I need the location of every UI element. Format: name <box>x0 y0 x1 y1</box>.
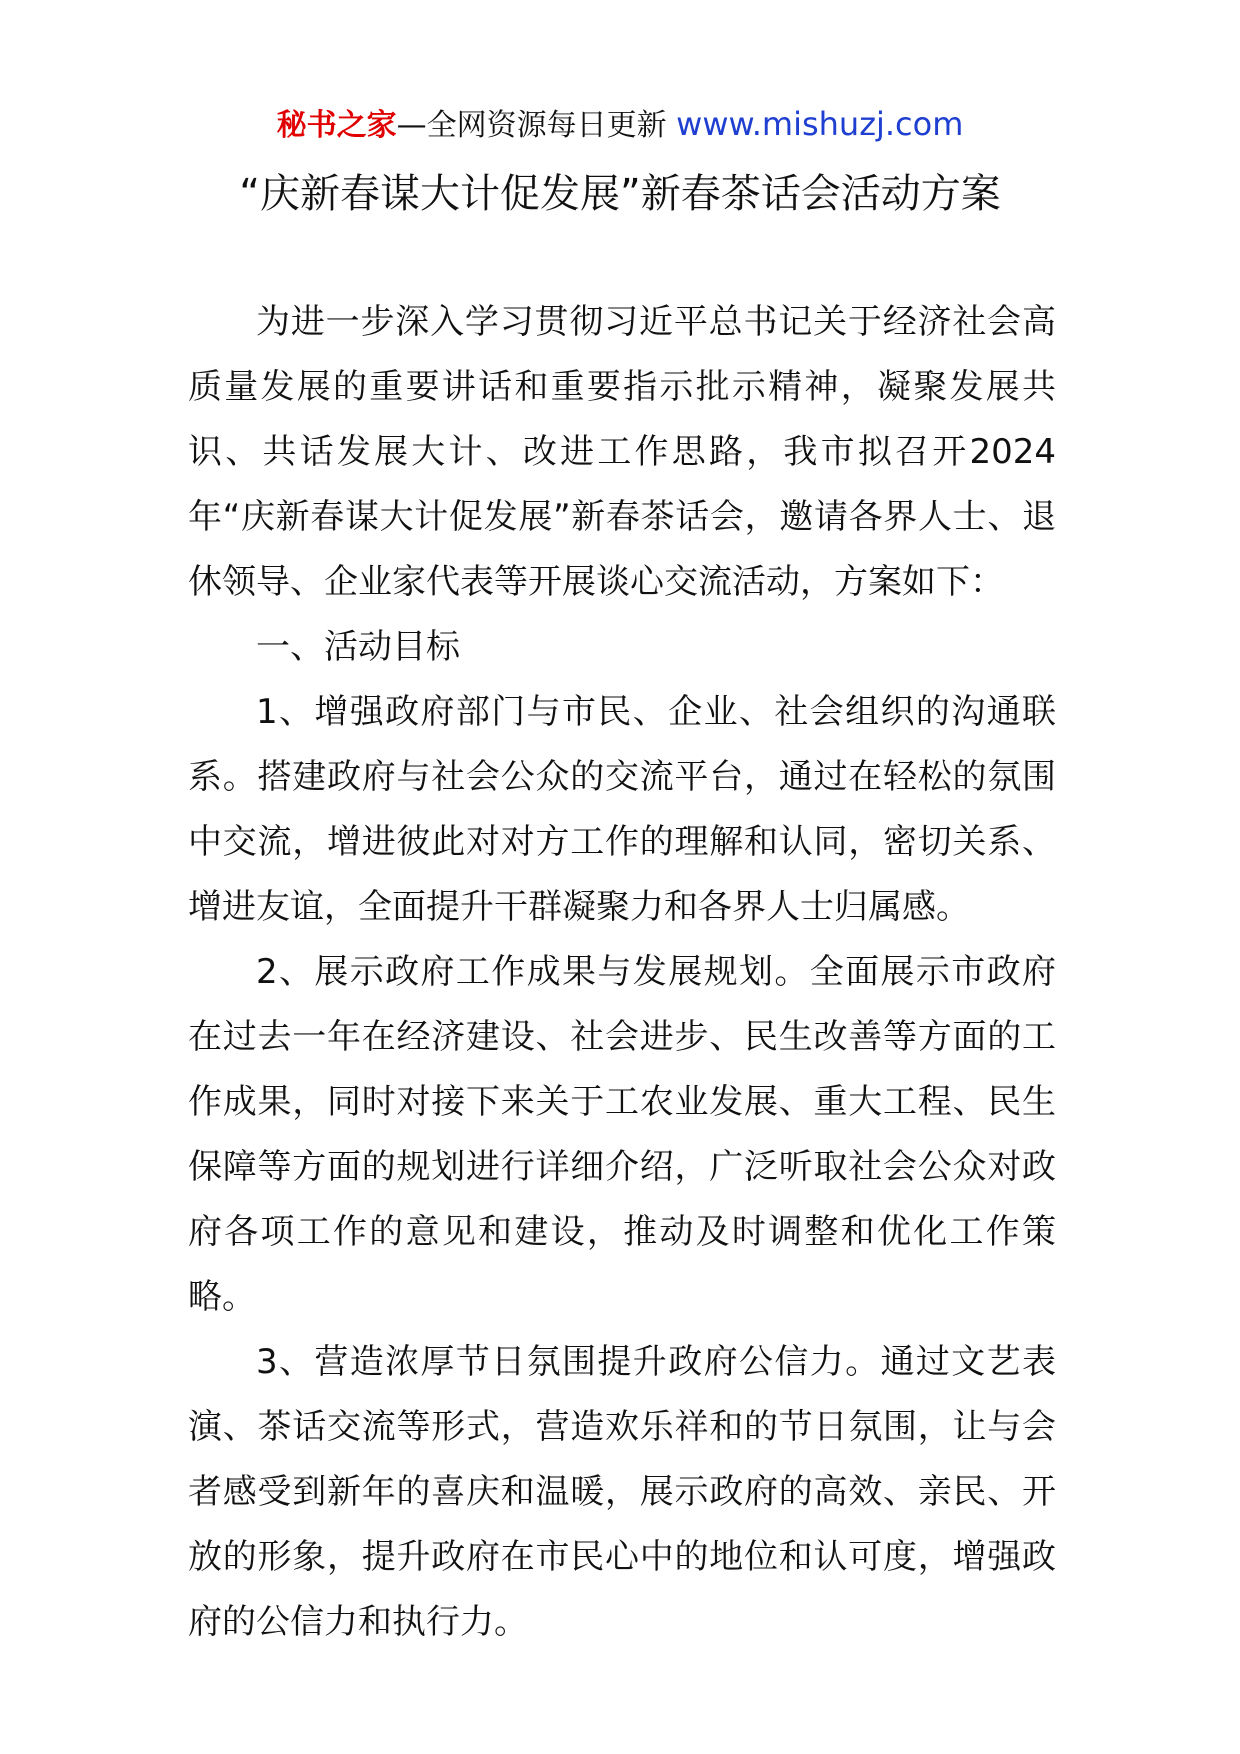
goal-paragraph-1: 1、增强政府部门与市民、企业、社会组织的沟通联系。搭建政府与社会公众的交流平台，通过在轻松的氛围中交流，增进彼此对对方工作的理解和认同，密切关系、增进友谊，全面提升干群凝聚力和各界人士归属感。 <box>188 692 1056 927</box>
header-slogan: —全网资源每日更新 <box>396 108 677 143</box>
document-title: “庆新春谋大计促发展”新春茶话会活动方案 <box>239 171 1001 217</box>
goal-paragraph-3: 3、营造浓厚节日氛围提升政府公信力。通过文艺表演、茶话交流等形式，营造欢乐祥和的节日氛围，让与会者感受到新年的喜庆和温暖，展示政府的高效、亲民、开放的形象，提升政府在市民心中的地位和认可度，增强政府的公信力和执行力。 <box>188 1342 1056 1642</box>
site-url-link[interactable]: www.mishuzj.com <box>676 105 964 143</box>
goal-paragraph-2: 2、展示政府工作成果与发展规划。全面展示市政府在过去一年在经济建设、社会进步、民生改善等方面的工作成果，同时对接下来关于工农业发展、重大工程、民生保障等方面的规划进行详细介绍，广泛听取社会公众对政府各项工作的意见和建设，推动及时调整和优化工作策略。 <box>188 952 1056 1317</box>
brand-name: 秘书之家 <box>276 108 397 143</box>
document-body <box>188 290 1056 1655</box>
section-heading-goals: 一、活动目标 <box>256 627 460 667</box>
intro-paragraph: 为进一步深入学习贯彻习近平总书记关于经济社会高质量发展的重要讲话和重要指示批示精神，凝聚发展共识、共话发展大计、改进工作思路，我市拟召开2024年“庆新春谋大计促发展”新春茶话会，邀请各界人士、退休领导、企业家代表等开展谈心交流活动，方案如下： <box>188 302 1056 602</box>
site-header <box>0 100 1240 150</box>
